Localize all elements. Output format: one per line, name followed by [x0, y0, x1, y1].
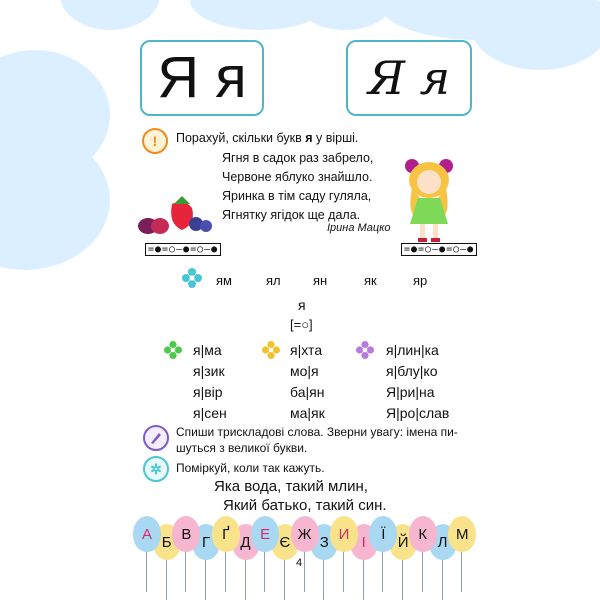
syllable: як	[364, 273, 377, 288]
word-item: я|ма	[193, 342, 222, 358]
syllable: ян	[313, 273, 328, 288]
exclamation-icon: !	[142, 128, 168, 154]
word-item: Я|ро|слав	[386, 405, 450, 421]
snowflake-icon: ✲	[143, 456, 169, 482]
alphabet-balloon: Ж	[291, 516, 319, 552]
alphabet-balloon: З	[310, 524, 338, 560]
alphabet-balloon: Г	[192, 524, 220, 560]
task1-instruction: Порахуй, скільки букв я у вірші.	[176, 131, 359, 145]
flower-icon-green	[164, 341, 182, 359]
syllable: ям	[216, 273, 232, 288]
alphabet-balloon: Е	[251, 516, 279, 552]
alphabet-balloon: Д	[232, 524, 260, 560]
poem-line: Ягнятку ягідок ще дала.	[222, 208, 361, 222]
task2-line1: Спиши трискладові слова. Зверни увагу: імена пи-	[176, 425, 458, 439]
poem-author: Ірина Мацко	[327, 222, 391, 234]
letter-display: я	[298, 297, 306, 313]
poem-line: Яринка в тім саду гуляла,	[222, 189, 372, 203]
letter-script: Я я	[367, 51, 451, 105]
alphabet-balloon: Ї	[369, 516, 397, 552]
word-item: ба|ян	[290, 384, 325, 400]
word-item: Я|ри|на	[386, 384, 435, 400]
alphabet-balloon: К	[409, 516, 437, 552]
letter-card-print	[140, 40, 264, 116]
alphabet-balloon: М	[448, 516, 476, 552]
alphabet-balloon: Б	[153, 524, 181, 560]
flower-icon	[182, 268, 202, 288]
word-item: я|хта	[290, 342, 323, 358]
word-item: мо|я	[290, 363, 319, 379]
flower-icon-purple	[356, 341, 374, 359]
alphabet-balloon: І	[350, 524, 378, 560]
page-number: 4	[296, 557, 303, 569]
proverb-line: Яка вода, такий млин,	[214, 478, 368, 495]
letter-print: Я я	[157, 45, 247, 110]
alphabet-balloon: Ґ	[212, 516, 240, 552]
alphabet-balloon: В	[172, 516, 200, 552]
alphabet-balloon: А	[133, 516, 161, 552]
alphabet-balloon: Й	[389, 524, 417, 560]
pencil-icon	[143, 425, 169, 451]
poem-line: Червоне яблуко знайшло.	[222, 170, 373, 184]
proverb-line: Який батько, такий син.	[223, 497, 387, 514]
word-item: я|вір	[193, 384, 223, 400]
letter-card-script	[346, 40, 472, 116]
syllable-scheme-right: =●=○–●=○–●	[401, 243, 477, 256]
poem-line: Ягня в садок раз забрело,	[222, 151, 374, 165]
word-item: я|сен	[193, 405, 227, 421]
syllable: яр	[413, 273, 428, 288]
alphabet-balloon: Л	[429, 524, 457, 560]
word-item: ма|як	[290, 405, 325, 421]
flower-icon-yellow	[262, 341, 280, 359]
word-item: я|лин|ка	[386, 342, 439, 358]
berries-illustration	[136, 196, 218, 236]
word-item: я|зик	[193, 363, 225, 379]
alphabet-balloon: Є	[271, 524, 299, 560]
syllable-scheme-left: =●=○–●=○–●	[145, 243, 221, 256]
letter-transcription: [=○]	[290, 317, 313, 332]
task2-line2: шуться з великої букви.	[176, 441, 308, 455]
syllable: ял	[266, 273, 281, 288]
word-item: я|блу|ко	[386, 363, 438, 379]
alphabet-balloon: И	[330, 516, 358, 552]
doll-illustration	[402, 158, 456, 244]
task3-instruction: Поміркуй, коли так кажуть.	[176, 461, 325, 475]
